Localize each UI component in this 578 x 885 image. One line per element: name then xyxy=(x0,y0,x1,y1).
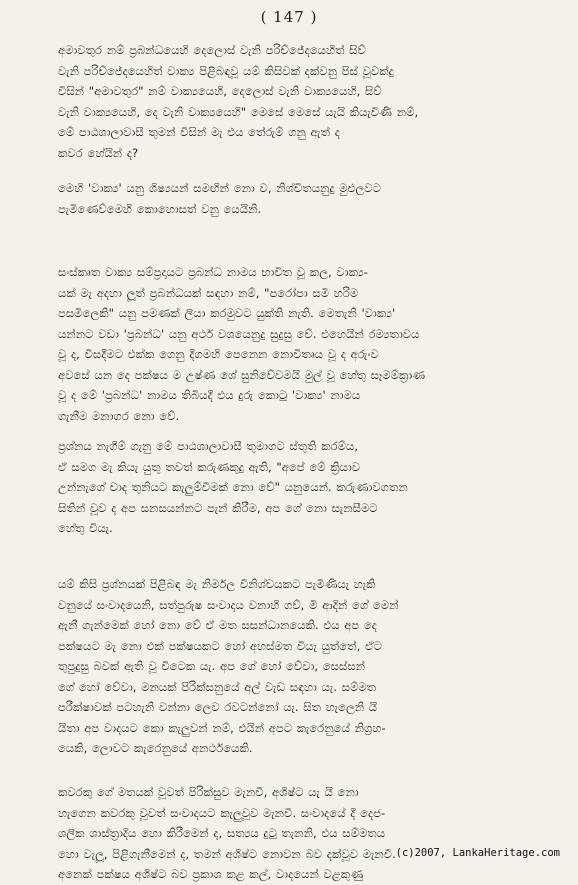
paragraph-2: මෙහි 'වාක්‍ය' යනු ශිෂ්‍යයන් සමඟින් නො ව, නිශ්චිතයනුදු මුළුලවට පැමිණෙව්මෙහි කොහොසත් වනු යෙයිනි. xyxy=(58,181,381,216)
paragraph-3: සංස්කෘත වාක්‍ය සම්ප්‍රදායට ප්‍රබන්ධ නාමය භාවිත වූ කල, වාක්‍ය- යක් මැ අදහා ලූත් ප්‍රබන්ධයක් සඳහා නම්, "පරෝපා සමි හරිම පසමිලෙකි" යනු පමණක් ලියා කරමුවට යුක්ති නැති. මෙතැනි 'වාක්‍ය' යන්නට වඩා 'ප්‍රබන්ධ' යනු අර්ථ වශයෙනුදු සුදුසු වේ. එහෙයින් රම්‍යතාවය වූ ද, විසදීමට එක්ක ගෙනු දිගමහි පෙනෙන නොවිතෘය වූ ද අරුංව අවසේ යන දෙ පක්ෂය ම උෂ්ණ ශේ සුනිවේවමයි මුල් වූ හේතු සෑමම්ක්‍රාණ වූ ද මේ 'ප්‍රබන්ධ' නාමය තිබියදී එය දුරු කොටු 'වාක්‍ය' නාමය ගැනීම මනාගර නො වේ. xyxy=(58,265,426,423)
page-body xyxy=(58,40,568,884)
paragraph-5: යම් කිසි ප්‍රශ්නයක් පිළිබඳ මැ නිර්මල විනිශ්චයකට පැමිණියැ හැකි වනුයේ සංවාදයෙනි, සත්පුරුෂ සංවාදය වනාහි ගව්, මි ආදින් ගේ මෙන් ඇනී ගැන්මෙක් හෝ නො වේ ඒ මත සසන්ධානයෙකි. එය අප දෙ පක්ෂයට මැ නො එක් පක්ෂයකට හෝ අහස්මත වියැ යුත්තේ, ඒට තුපුදුසු බවක් ඇති වූ විටෙක යැ. අප ගේ හෝ වේවා, සෙස්සන් ගේ හෝ වේවා, මනයක් පිරික්සනුයේ අල් වැඩ සඳහා යැ. සම්මත පරීක්ෂාවක් පටහැනි වන්නා ලෙව රවටන්නෝ යැ. සිත හැලෙනි යි යිතා අප වාදයට කො කැලුවන් නම්, එයින් අපට කැරෙනුයේ නිග්‍රහ- යෙකි, ලොවට කැරෙනුයේ අනර්ථයෙකි. xyxy=(58,577,399,755)
paragraph-6: කවරකු ගේ මතයක් වූවත් පිරික්සුව මැනවී, අශිෂ්ට යැ යි නො හැගෙන කවරකු වූවත් සංවාදයට කැලුවූව මැනවී. සංවාදයේ දී දෙජ- ශලික ශාස්ත්‍රාදිය හො කිරීමෙන් ද, සත්‍යය දුටු තැනනි, එය සම්මතය හො වැලූ, පිළිගැනීමෙන් ද, තමන් අශිෂ්ට නොවන බව දක්වූව මැනවී. අනෙක් පක්ෂය අශිෂ්ට බව ප්‍රකාශ කළ කල්, වාදයෙන් වළකුණු xyxy=(58,785,396,881)
copyright-watermark: (c)2007, LankaHeritage.com xyxy=(395,847,560,859)
page-number: ( 147 ) xyxy=(260,8,318,26)
paragraph-4: ප්‍රශ්නය නැගීම් ගැනු මේ පාඨශාලාවාසී තුමාගට ස්තුති කරම්ය, ඒ සමග මැ කියැ යුතු තවත් කරුණකුදු ඇති, "අපේ මේ ක්‍රියාව උන්නැගේ චාද තුනියට කැලුම්වීමක් නො වේ" යනුයෙන්. කරුණාවගතන සිතින් වූව ද අප සනසයන්නට පැන් කිරීම, අප ගේ නො සැනසීමට හේතු වියැ. xyxy=(58,439,408,535)
paragraph-1: අමාවතුර නම් ප්‍රබන්ධයෙහි දෙලොස් වැනි පරිච්ජේදයෙහිත් සිව් වැනි පරිච්ජේදයෙහිත් වාක්‍ය පිළිබඳවූ යම් කිසිවක් දක්වනු පිස් වූවක්දු විසින් "අමාවතුර" නම් වාක්‍යයෙහි, දෙලොස් වැනි වාක්‍යයෙහි, සිව් වැනි වාක්‍යයෙහි, දෙ වැනි වාක්‍යයෙහි" මෙසේ මෙසේ යැයි කියැවිණි නම්, මේ පාඨශාලාවාසී තුමන් විසින් මැ එය තේරුම් ගනු ඇත් ද කවර හේයින් ද? xyxy=(58,43,419,160)
